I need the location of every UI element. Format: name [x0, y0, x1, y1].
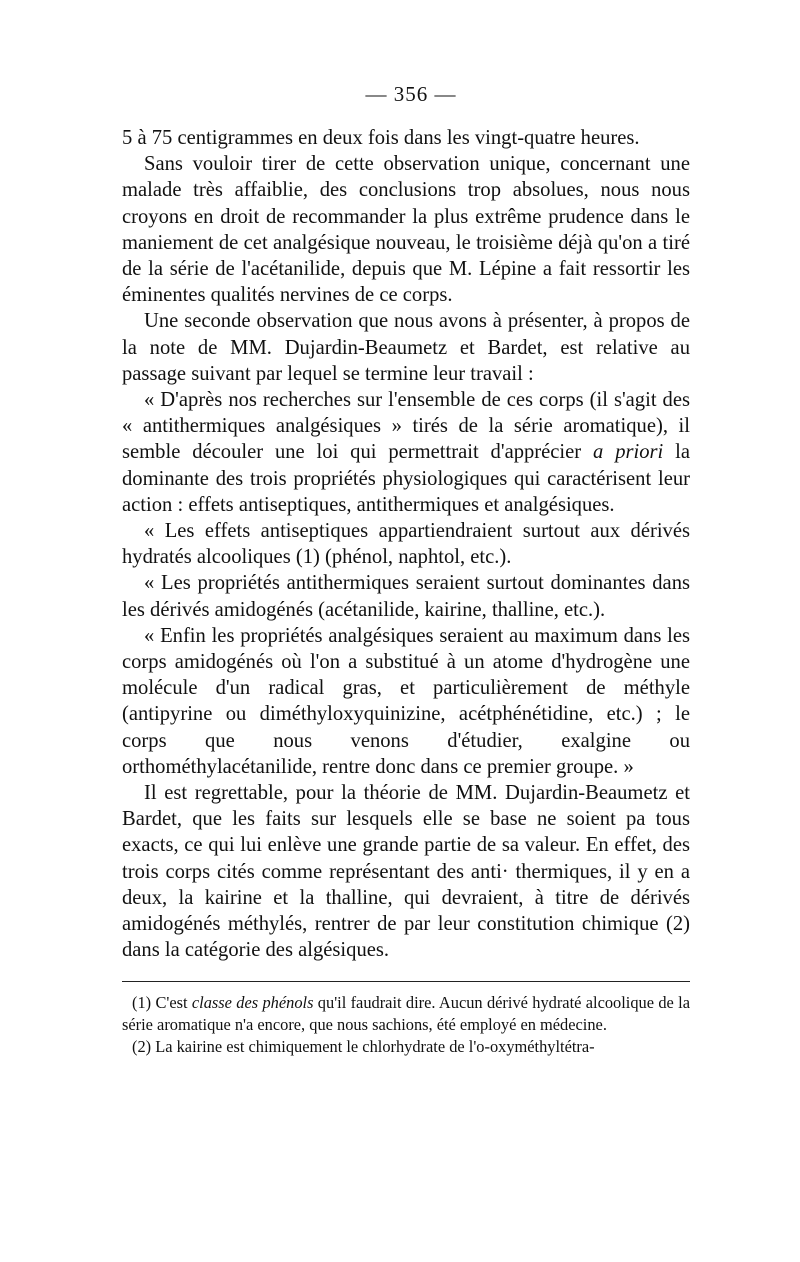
paragraph [122, 387, 690, 518]
footnote-text: qu'il faudrait dire. Aucun dérivé hydraté alcoolique de la série aromatique n'a encore, que nous sachions, été employé en médecine. [122, 992, 690, 1034]
italic-phrase: a priori [593, 441, 664, 464]
paragraph: « Enfin les propriétés analgésiques seraient au maximum dans les corps amidogénés où l'on a substitué à un atome d'hydrogène une molécule d'un radical gras, et particulièrement de méthyle (antipyrine ou diméthyloxyquinizine, acétphénétidine, etc.) ; le corps que nous venons d'étudier, exalgine ou orthométhylacétanilide, rentre donc dans ce premier groupe. » [122, 624, 690, 778]
paragraph: « Les propriétés antithermiques seraient surtout dominantes dans les dérivés amidogénés (acétanilide, kairine, thalline, etc.). [122, 572, 690, 621]
footnote [122, 992, 690, 1036]
paragraph-text: « D'après nos recherches sur l'ensemble de ces corps (il s'agit des « antithermiques analgésiques » tirés de la série aromatique), il semble découler une loi qui permettrait d'apprécier [122, 389, 690, 464]
page-number: — 356 — [365, 82, 457, 106]
footnote-text: (1) C'est [132, 992, 192, 1012]
footnote-divider [122, 981, 690, 982]
paragraph: Il est regrettable, pour la théorie de MM. Dujardin-Beaumetz et Bardet, que les faits sur lesquels elle se base ne soient pa tous exacts, ce qui lui enlève une grande partie de sa valeur. En effet, des trois corps cités comme représentant des anti· thermiques, il y en a deux, la kairine et la thalline, qui devraient, à titre de dérivés amidogénés méthylés, rentrer de par leur constitution chimique (2) dans la catégorie des algésiques. [122, 782, 690, 962]
italic-phrase: classe des phénols [191, 992, 314, 1012]
footnote [122, 1036, 690, 1058]
paragraph-text: la dominante des trois propriétés physiologiques qui caractérisent leur action : effets antiseptiques, antithermiques et analgésiques. [122, 441, 690, 516]
footnotes [122, 992, 690, 1058]
paragraph: 5 à 75 centigrammes en deux fois dans les vingt-quatre heures. [122, 127, 640, 149]
paragraph: Une seconde observation que nous avons à présenter, à propos de la note de MM. Dujardin-Beaumetz et Bardet, est relative au passage suivant par lequel se termine leur travail : [122, 310, 690, 385]
footnote-text: (2) La kairine est chimiquement le chlorhydrate de l'o-oxyméthyltétra- [132, 1036, 595, 1056]
body-text [122, 125, 690, 964]
paragraph: « Les effets antiseptiques appartiendraient surtout aux dérivés hydratés alcooliques (1) (phénol, naphtol, etc.). [122, 520, 690, 569]
paragraph: Sans vouloir tirer de cette observation unique, concernant une malade très affaiblie, des conclusions trop absolues, nous nous croyons en droit de recommander la plus extrême prudence dans le maniement de cet analgésique nouveau, le troisième déjà qu'on a tiré de la série de l'acétanilide, depuis que M. Lépine a fait ressortir les éminentes qualités nervines de ce corps. [122, 153, 690, 307]
